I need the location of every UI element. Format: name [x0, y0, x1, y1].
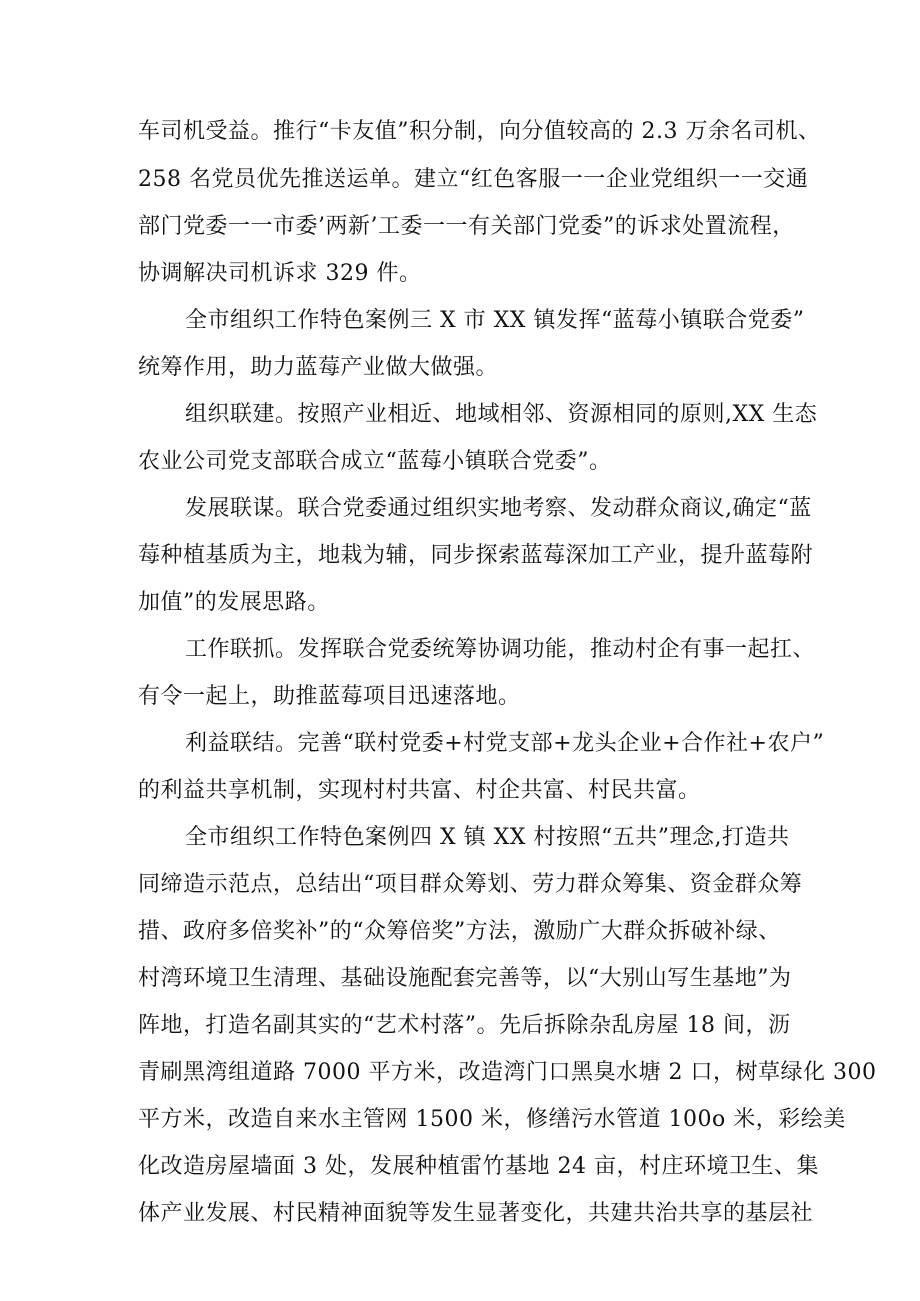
text-line: 青刷黑湾组道路 7000 平方米，改造湾门口黑臭水塘 2 口，树草绿化 300 — [138, 1060, 877, 1085]
text-line: 工作联抓。发挥联合党委统筹协调功能，推动村企有事一起扛、 — [185, 637, 816, 662]
text-line: 部门党委一一市委’两新’工委一一有关部门党委”的诉求处置流程， — [138, 214, 795, 239]
text-line: 化改造房屋墙面 3 处，发展种植雷竹基地 24 亩，村庄环境卫生、集 — [138, 1154, 819, 1179]
text-line: 统筹作用，助力蓝莓产业做大做强。 — [138, 355, 499, 380]
text-line: 莓种植基质为主，地栽为辅，同步探索蓝莓深加工产业，提升蓝莓附 — [138, 543, 814, 568]
text-line: 协调解决司机诉求 329 件。 — [138, 261, 422, 286]
text-line: 同缔造示范点，总结出“项目群众筹划、劳力群众筹集、资金群众筹 — [138, 872, 803, 897]
text-line: 258 名党员优先推送运单。建立“红色客服一一企业党组织一一交通 — [138, 167, 809, 192]
text-line: 农业公司党支部联合成立“蓝莓小镇联合党委”。 — [138, 449, 612, 474]
text-line: 的利益共享机制，实现村村共富、村企共富、村民共富。 — [138, 778, 701, 803]
text-line: 平方米，改造自来水主管网 1500 米，修缮污水管道 100o 米，彩绘美 — [138, 1107, 846, 1132]
text-line: 全市组织工作特色案例三 X 市 XX 镇发挥“蓝莓小镇联合党委” — [185, 308, 805, 333]
text-line: 车司机受益。推行“卡友值”积分制，向分值较高的 2.3 万余名司机、 — [138, 119, 821, 144]
text-line: 发展联谋。联合党委通过组织实地考察、发动群众商议,确定“蓝 — [185, 496, 812, 521]
text-line: 有令一起上，助推蓝莓项目迅速落地。 — [138, 684, 521, 709]
text-line: 全市组织工作特色案例四 X 镇 XX 村按照“五共”理念,打造共 — [185, 825, 790, 850]
text-line: 村湾环境卫生清理、基础设施配套完善等，以“大别山写生基地”为 — [138, 966, 792, 991]
text-line: 加值”的发展思路。 — [138, 590, 330, 615]
text-line: 措、政府多倍奖补”的“众筹倍奖”方法，激励广大群众拆破补绿、 — [138, 919, 781, 944]
text-line: 体产业发展、村民精神面貌等发生显著变化，共建共治共享的基层社 — [138, 1201, 814, 1226]
text-line: 阵地，打造名副其实的“艺术村落”。先后拆除杂乱房屋 18 间，沥 — [138, 1013, 791, 1038]
text-line: 利益联结。完善“联村党委+村党支部+龙头企业+合作社+农户” — [185, 731, 825, 756]
text-line: 组织联建。按照产业相近、地域相邻、资源相同的原则,XX 生态 — [185, 402, 818, 427]
